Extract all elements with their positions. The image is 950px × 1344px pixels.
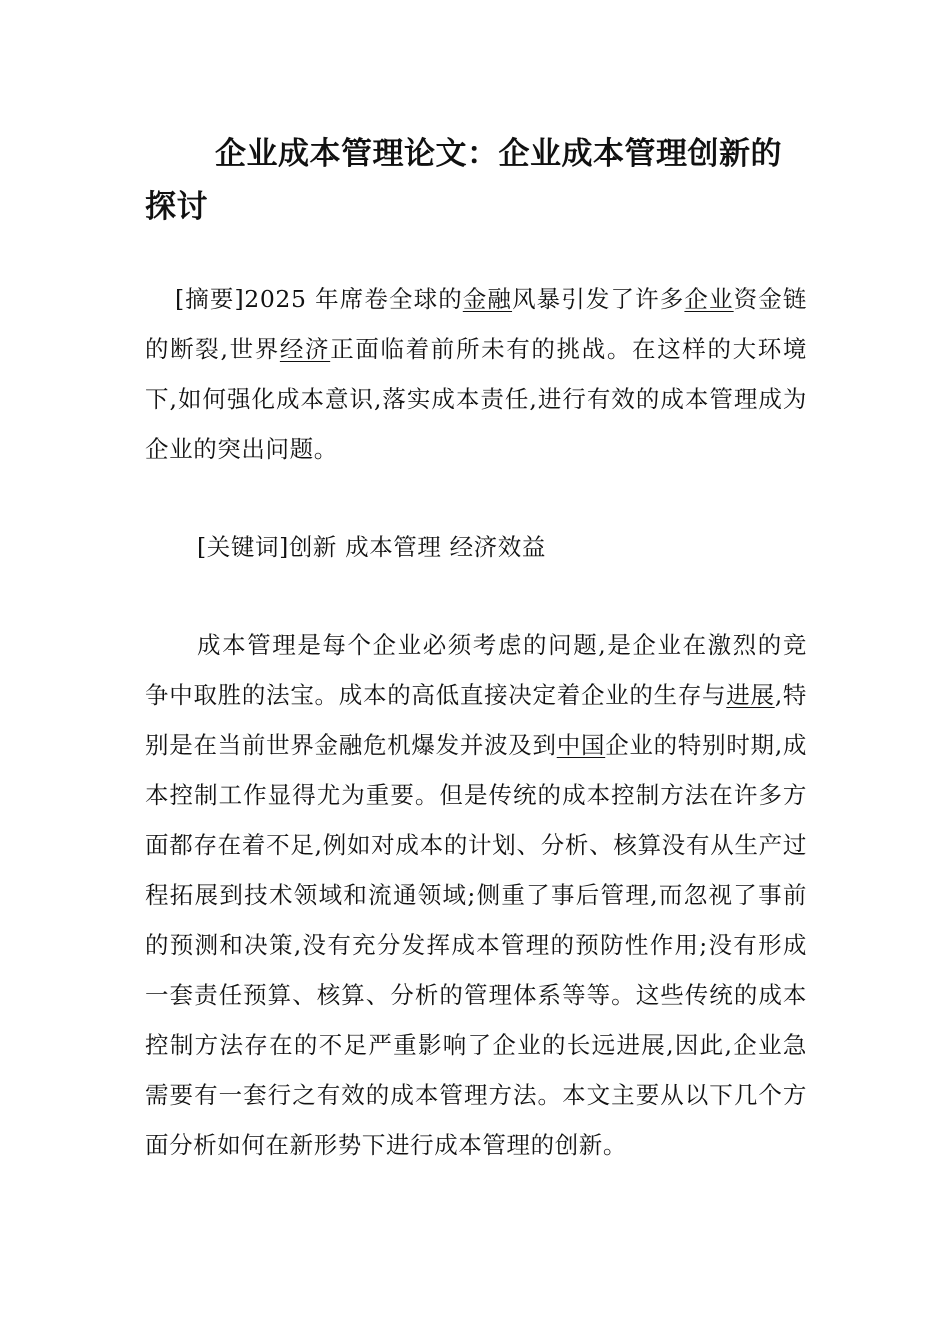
body-text: ,特别是在当前世界金融危机爆发并波及到 (145, 681, 808, 759)
body-text: 成本管理是每个企业必须考虑的问题,是企业在激烈的竞争中取胜的法宝。成本的高低直接决定着企业的生存与 (145, 631, 807, 709)
link-enterprise[interactable]: 企业 (684, 285, 734, 313)
abstract-paragraph (145, 274, 807, 474)
abstract-text: 资金链的断裂,世界 (145, 285, 807, 363)
link-finance[interactable]: 金融 (462, 285, 513, 313)
document-title: 企业成本管理论文：企业成本管理创新的探讨 (145, 136, 782, 225)
body-text: 企业的特别时期,成本控制工作显得尤为重要。但是传统的成本控制方法在许多方面都存在着不足,例如对成本的计划、分析、核算没有从生产过程拓展到技术领域和流通领域;侧重了事后管理,而忽视了事前的预测和决策,没有充分发挥成本管理的预防性作用;没有形成一套责任预算、核算、分析的管理体系等等。这些传统的成本控制方法存在的不足严重影响了企业的长远进展,因此,企业急需要有一套行之有效的成本管理方法。本文主要从以下几个方面分析如何在新形势下进行成本管理的创新。 (145, 731, 808, 1159)
abstract-text: 正面临着前所未有的挑战。在这样的大环境下,如何强化成本意识,落实成本责任,进行有效的成本管理成为企业的突出问题。 (145, 335, 807, 463)
body-paragraph (145, 620, 807, 1170)
link-development[interactable]: 进展 (726, 681, 775, 709)
abstract-text: [摘要]2025 年席卷全球的 (175, 285, 463, 313)
link-economy[interactable]: 经济 (279, 335, 331, 363)
keywords-line: [关键词]创新 成本管理 经济效益 (197, 533, 546, 561)
abstract-text: 风暴引发了许多 (512, 285, 685, 313)
link-china[interactable]: 中国 (556, 731, 606, 759)
